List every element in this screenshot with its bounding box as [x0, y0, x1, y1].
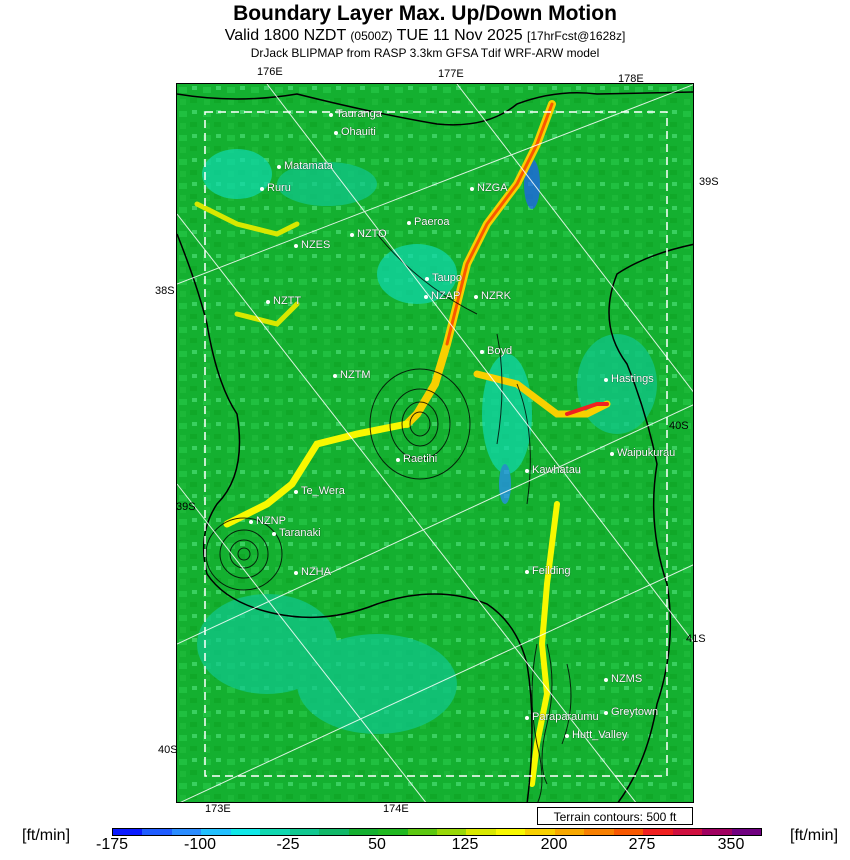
city-label-nzga: NZGA — [477, 182, 508, 194]
city-marker — [329, 113, 333, 117]
colorbar-swatch — [732, 829, 761, 835]
lon-label-173e: 173E — [205, 803, 231, 815]
valid-main-a: Valid 1800 NZDT — [224, 27, 346, 44]
city-marker — [525, 716, 529, 720]
city-marker — [610, 452, 614, 456]
city-label-te-wera: Te_Wera — [301, 485, 345, 497]
city-marker — [350, 233, 354, 237]
city-label-nzap: NZAP — [431, 290, 461, 302]
city-marker — [604, 678, 608, 682]
valid-small-a: (0500Z) — [350, 29, 393, 43]
city-label-nzes: NZES — [301, 239, 331, 251]
lat-label-41s: 41S — [686, 633, 706, 645]
city-label-greytown: Greytown — [611, 706, 659, 718]
city-marker — [294, 490, 298, 494]
lat-label-39s-east: 39S — [699, 176, 719, 188]
city-label-matamata: Matamata — [284, 160, 333, 172]
colorbar-units-left: [ft/min] — [22, 827, 71, 844]
city-marker — [260, 187, 264, 191]
city-label-paraparaumu: Paraparaumu — [532, 711, 599, 723]
colorbar-tick-label: 350 — [717, 836, 745, 853]
city-marker — [604, 711, 608, 715]
city-marker — [294, 244, 298, 248]
colorbar-swatch — [172, 829, 201, 835]
city-marker — [334, 131, 338, 135]
colorbar-units-right: [ft/min] — [790, 827, 839, 844]
model-subtitle: DrJack BLIPMAP from RASP 3.3km GFSA Tdif WRF-ARW model — [250, 46, 600, 60]
city-label-nztm: NZTM — [340, 369, 371, 381]
city-marker — [249, 520, 253, 524]
city-marker — [525, 469, 529, 473]
colorbar-swatch — [113, 829, 142, 835]
city-marker — [294, 571, 298, 575]
city-label-paeroa: Paeroa — [414, 216, 450, 228]
colorbar-swatch — [319, 829, 348, 835]
lat-label-39s-west: 39S — [176, 501, 196, 513]
city-label-hutt-valley: Hutt_Valley — [572, 729, 628, 741]
city-marker — [425, 277, 429, 281]
colorbar-swatch — [437, 829, 466, 835]
colorbar-swatch — [260, 829, 289, 835]
city-label-waipukurau: Waipukurau — [617, 447, 676, 459]
city-marker — [277, 165, 281, 169]
colorbar-swatch — [584, 829, 613, 835]
colorbar-swatch — [290, 829, 319, 835]
city-label-nzrk: NZRK — [481, 290, 511, 302]
city-marker — [333, 374, 337, 378]
colorbar — [112, 828, 762, 836]
city-label-nzto: NZTO — [357, 228, 387, 240]
colorbar-swatch — [614, 829, 643, 835]
city-label-ruru: Ruru — [267, 182, 291, 194]
city-marker — [470, 187, 474, 191]
city-marker — [407, 221, 411, 225]
city-marker — [480, 350, 484, 354]
colorbar-swatch — [702, 829, 731, 835]
terrain-contour-note: Terrain contours: 500 ft — [537, 807, 693, 825]
colorbar-swatch — [349, 829, 378, 835]
city-marker — [266, 300, 270, 304]
colorbar-tick-label: -100 — [183, 836, 217, 853]
chart-title: Boundary Layer Max. Up/Down Motion — [233, 2, 617, 25]
city-marker — [604, 378, 608, 382]
colorbar-swatch — [231, 829, 260, 835]
city-label-nztt: NZTT — [273, 295, 302, 307]
colorbar-swatch — [201, 829, 230, 835]
lon-label-176e: 176E — [257, 66, 283, 78]
valid-time — [0, 27, 850, 45]
city-label-taupo: Taupo — [432, 272, 462, 284]
colorbar-swatch — [643, 829, 672, 835]
city-marker — [272, 532, 276, 536]
colorbar-swatch — [673, 829, 702, 835]
colorbar-swatch — [555, 829, 584, 835]
city-marker — [424, 295, 428, 299]
city-label-feilding: Feilding — [532, 565, 571, 577]
map-panel[interactable] — [176, 83, 694, 803]
colorbar-tick-label: 200 — [540, 836, 568, 853]
city-label-hastings: Hastings — [611, 373, 654, 385]
lat-label-40s-east: 40S — [669, 420, 689, 432]
city-label-nznp: NZNP — [256, 515, 286, 527]
colorbar-tick-label: 275 — [628, 836, 656, 853]
lon-label-178e: 178E — [618, 73, 644, 85]
colorbar-swatch — [496, 829, 525, 835]
valid-main-b: TUE 11 Nov 2025 — [396, 27, 523, 44]
city-label-raetihi: Raetihi — [403, 453, 438, 465]
city-label-boyd: Boyd — [487, 345, 513, 357]
city-label-nzha: NZHA — [301, 566, 331, 578]
city-marker — [396, 458, 400, 462]
colorbar-tick-label: 50 — [368, 836, 386, 853]
lat-label-40s-west: 40S — [158, 744, 178, 756]
colorbar-swatch — [142, 829, 171, 835]
city-marker — [474, 295, 478, 299]
colorbar-swatch — [378, 829, 407, 835]
colorbar-tick-label: -25 — [276, 836, 300, 853]
map-canvas — [177, 84, 694, 803]
lat-label-38s: 38S — [155, 285, 175, 297]
colorbar-swatch — [408, 829, 437, 835]
colorbar-tick-label: -175 — [95, 836, 129, 853]
lon-label-174e: 174E — [383, 803, 409, 815]
city-marker — [565, 734, 569, 738]
city-label-kawhatau: Kawhatau — [532, 464, 581, 476]
colorbar-swatch — [466, 829, 495, 835]
city-marker — [525, 570, 529, 574]
city-label-ohauiti: Ohauiti — [341, 126, 376, 138]
valid-small-b: [17hrFcst@1628z] — [527, 29, 626, 43]
colorbar-tick-label: 125 — [451, 836, 479, 853]
colorbar-swatch — [525, 829, 554, 835]
city-label-tauranga: Tauranga — [336, 108, 382, 120]
lon-label-177e: 177E — [438, 68, 464, 80]
city-label-taranaki: Taranaki — [279, 527, 321, 539]
city-label-nzms: NZMS — [611, 673, 643, 685]
